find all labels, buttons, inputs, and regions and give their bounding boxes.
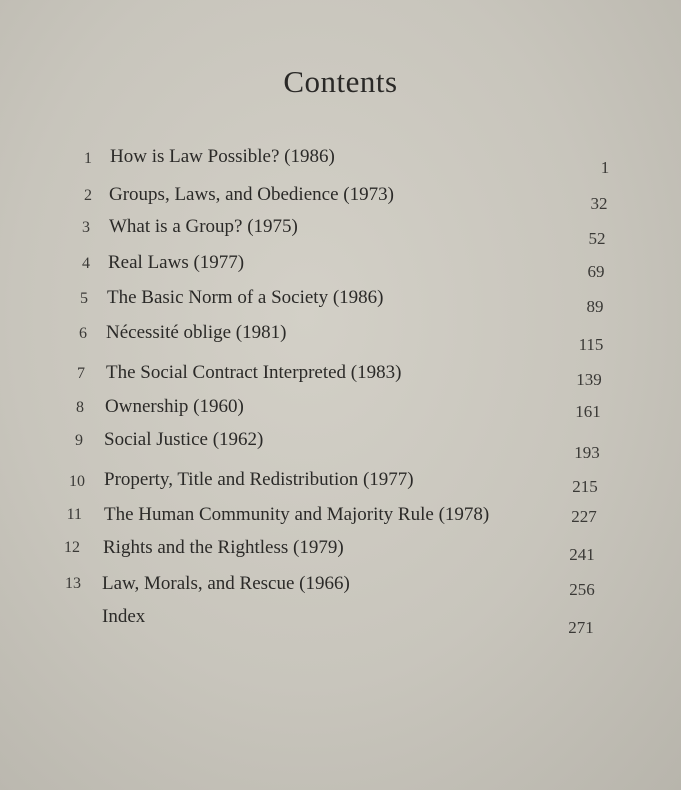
chapter-title: Real Laws (1977) [108, 252, 245, 273]
chapter-title: Property, Title and Redistribution (1977) [104, 469, 414, 490]
page-number: 271 [568, 618, 594, 637]
page-title: Contents [283, 64, 398, 99]
toc-entry-12 [0, 537, 681, 567]
chapter-title: Law, Morals, and Rescue (1966) [102, 573, 350, 594]
chapter-number: 4 [82, 255, 90, 272]
page-number: 32 [590, 194, 608, 213]
chapter-title: What is a Group? (1975) [109, 216, 298, 237]
page-number: 89 [586, 297, 604, 316]
chapter-title: Groups, Laws, and Obedience (1973) [109, 184, 394, 205]
chapter-title: Ownership (1960) [105, 396, 244, 417]
toc-entry-9 [0, 429, 681, 462]
chapter-number: 9 [75, 432, 83, 449]
chapter-number: 13 [65, 575, 81, 592]
toc-entry-index [0, 606, 681, 636]
toc-entry-6 [0, 322, 681, 352]
page-number: 115 [578, 335, 604, 354]
chapter-title: The Human Community and Majority Rule (1978) [104, 504, 490, 525]
chapter-number: 10 [69, 473, 85, 490]
index-title: Index [102, 606, 146, 627]
toc-entry-11 [0, 504, 681, 534]
chapter-title: Social Justice (1962) [104, 429, 264, 450]
chapter-number: 1 [84, 150, 92, 167]
page-number: 256 [569, 580, 595, 599]
chapter-title: The Social Contract Interpreted (1983) [106, 362, 402, 383]
page-number: 215 [572, 477, 598, 496]
chapter-number: 2 [84, 187, 92, 204]
chapter-title: Rights and the Rightless (1979) [103, 537, 344, 558]
chapter-number: 7 [77, 365, 85, 382]
chapter-number: 11 [66, 506, 82, 523]
page-number: 161 [575, 402, 601, 421]
toc-entry-4 [0, 252, 681, 282]
toc-entry-2 [0, 184, 681, 214]
chapter-number: 5 [80, 290, 88, 307]
chapter-title: How is Law Possible? (1986) [110, 146, 335, 167]
toc-entry-8 [0, 396, 681, 426]
page-number: 1 [600, 158, 610, 177]
toc-entry-5 [0, 287, 681, 317]
toc-entry-10 [0, 469, 681, 499]
chapter-number: 12 [64, 539, 80, 556]
toc-entry-7 [0, 362, 681, 392]
chapter-number: 6 [79, 325, 87, 342]
chapter-number: 8 [76, 399, 84, 416]
toc-entry-13 [0, 573, 681, 603]
chapter-number: 3 [82, 219, 90, 236]
page-number: 52 [588, 229, 606, 248]
page-number: 241 [569, 545, 595, 564]
toc-entry-1 [0, 146, 681, 176]
page-number: 139 [576, 370, 602, 389]
page-number: 227 [571, 507, 597, 526]
chapter-title: The Basic Norm of a Society (1986) [107, 287, 384, 308]
toc-entry-3 [0, 216, 681, 246]
chapter-title: Nécessité oblige (1981) [106, 322, 287, 343]
page-number: 69 [587, 262, 605, 281]
page-number: 193 [574, 443, 600, 462]
